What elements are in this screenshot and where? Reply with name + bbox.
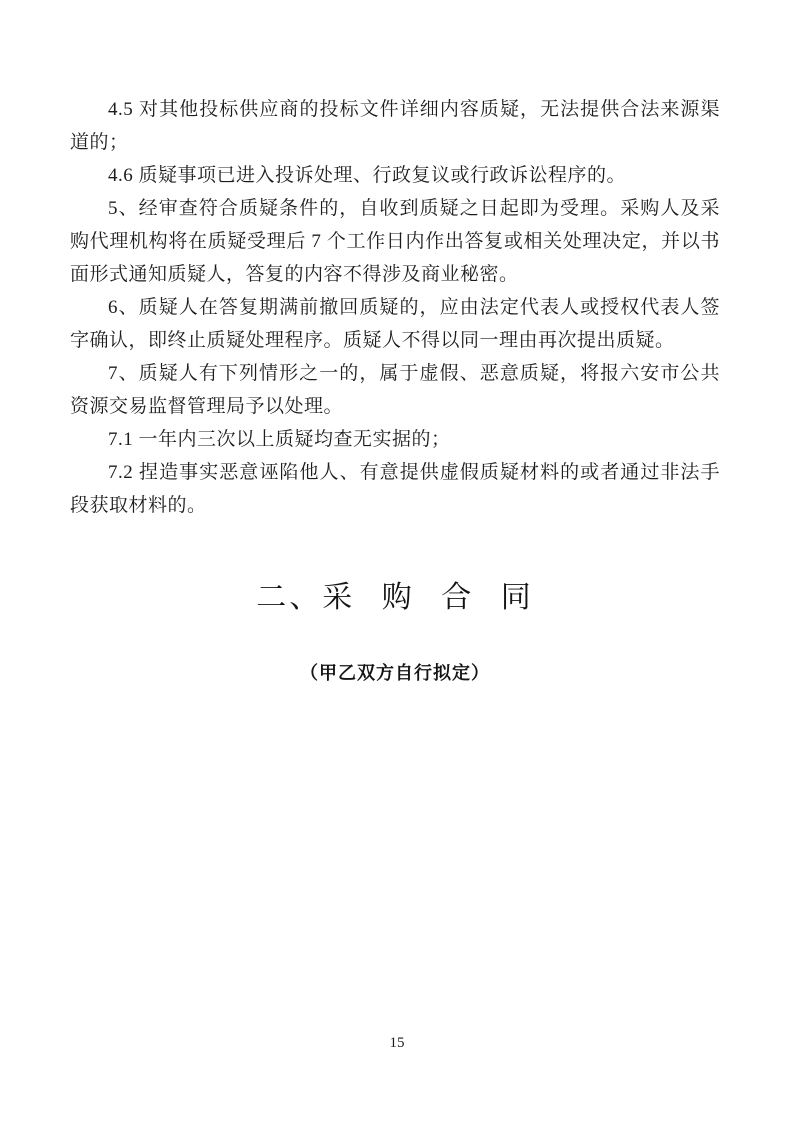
clause-7-2: 7.2 捏造事实恶意诬陷他人、有意提供虚假质疑材料的或者通过非法手段获取材料的。: [70, 462, 720, 516]
section-subtitle: （甲乙双方自行拟定）: [300, 663, 490, 683]
page-number: 15: [389, 1035, 405, 1051]
clause-4-5: 4.5 对其他投标供应商的投标文件详细内容质疑，无法提供合法来源渠道的；: [70, 99, 720, 153]
clause-7-1: 7.1 一年内三次以上质疑均查无实据的；: [108, 429, 451, 450]
section-title: 二、采 购 合 同: [256, 581, 534, 614]
clause-7: 7、质疑人有下列情形之一的，属于虚假、恶意质疑，将报六安市公共资源交易监督管理局予以处理。: [70, 363, 720, 417]
clause-6: 6、质疑人在答复期满前撤回质疑的，应由法定代表人或授权代表人签字确认，即终止质疑处理程序。质疑人不得以同一理由再次提出质疑。: [70, 297, 720, 351]
document-body: [70, 93, 720, 522]
clause-4-6: 4.6 质疑事项已进入投诉处理、行政复议或行政诉讼程序的。: [108, 165, 627, 186]
clause-5: 5、经审查符合质疑条件的，自收到质疑之日起即为受理。采购人及采购代理机构将在质疑受理后 7 个工作日内作出答复或相关处理决定，并以书面形式通知质疑人，答复的内容不得涉及商业秘密。: [70, 198, 720, 285]
